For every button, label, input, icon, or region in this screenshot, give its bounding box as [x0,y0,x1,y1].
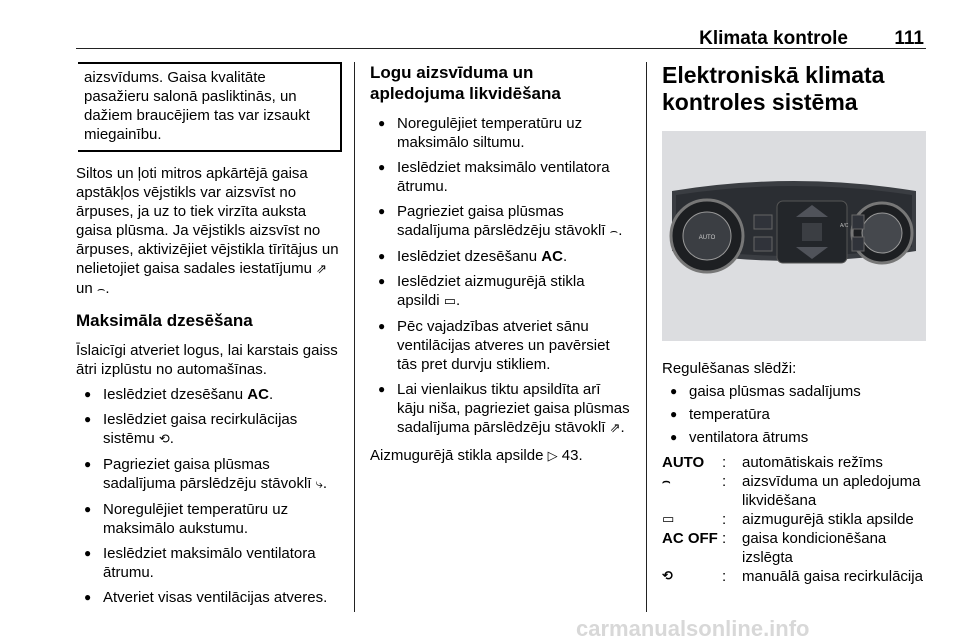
legend-value: automātiskais režīms [742,454,883,471]
list-item: ● Noregulējiet temperatūru uz maksimālo aukstumu. [76,500,342,538]
column-divider [646,62,647,612]
paragraph-text: Siltos un ļoti mitros apkārtējā gaisa apstākļos vējstikls var aizsvīst no ārpuses, ja uz to tiek virzīta auksta gaisa plūsma. Ja vējstikls aizsvīst no ārpuses, aktivizējiet vējstikla tīrītājus un nelietojiet gaisa sadales iestatījumu [76,165,339,277]
legend-row: AC OFF : gaisa kondicionēšana izslēgta [662,529,926,567]
recirculation-icon: ⟲ [158,432,170,447]
list-item: ● Lai vienlaikus tiktu apsildīta arī kāju niša, pagrieziet gaisa plūsmas sadalījuma pārslēdzēju stāvoklī ⇗. [370,380,630,438]
list-item: ● Ieslēdziet gaisa recirkulācijas sistēmu ⟲. [76,410,342,449]
rear-defrost-icon: ▭ [662,512,675,527]
list-item: ● Ieslēdziet maksimālo ventilatora ātrumu. [76,544,342,582]
windscreen-footwell-icon: ⇗ [609,421,621,436]
list-item: ● Ieslēdziet maksimālo ventilatora ātrumu. [370,158,630,196]
column-middle [370,62,630,466]
paragraph-text: un [76,280,93,297]
cross-reference: Aizmugurējā stikla apsilde ▷ 43. [370,447,583,464]
legend-row: AUTO : automātiskais režīms [662,453,926,472]
list-item: ● Pagrieziet gaisa plūsmas sadalījuma pārslēdzēju stāvoklī ⤷. [76,455,342,494]
section-heading: Logu aizsvīduma un apledojuma likvidēšana [370,63,561,103]
paragraph-text: . [105,280,110,297]
section-heading: Maksimāla dzesēšana [76,311,253,330]
page-header [76,26,926,49]
watermark: carmanualsonline.info [576,616,810,641]
bullet-list [76,385,342,607]
windscreen-defrost-icon: ⌢ [609,224,619,239]
bullet-list [370,114,630,438]
page-title: Klimata kontrole [699,28,848,49]
section-heading: Elektroniskā klimata kontroles sistēma [662,62,885,115]
legend-key: AUTO [662,454,705,471]
climate-panel-illustration [662,131,926,341]
paragraph: Īslaicīgi atveriet logus, lai karstais gaiss ātri izplūstu no automašīnas. [76,342,338,378]
list-item: ● Noregulējiet temperatūru uz maksimālo siltumu. [370,114,630,152]
legend-row: ⌢ : aizsvīduma un apledojuma likvidēšana [662,472,926,510]
recirculation-icon: ⟲ [662,569,673,584]
defrost-max-icon: ⌢ [662,474,671,489]
list-item: ● Pēc vajadzības atveriet sānu ventilācijas atveres un pavērsiet tās pret durvju stikliem. [370,317,630,374]
page-reference-icon: ▷ [547,449,558,464]
svg-text:AUTO: AUTO [698,235,716,241]
note-box: aizsvīdums. Gaisa kvalitāte pasažieru salonā pasliktinās, un dažiem braucējiem tas var izsaukt miegainību. [78,62,342,152]
list-item: ● ventilatora ātrums [662,428,926,447]
face-vent-icon: ⤷ [315,477,323,492]
legend-key: AC OFF [662,530,718,547]
climate-control-panel-photo [662,131,926,341]
list-item: ● gaisa plūsmas sadalījums [662,382,926,401]
column-right [662,62,926,586]
legend-table [662,453,926,586]
legend-row: ⟲ : manuālā gaisa recirkulācija [662,567,926,586]
legend-value: manuālā gaisa recirkulācija [742,568,923,585]
controls-label: Regulēšanas slēdži: [662,360,797,377]
paragraph [76,164,342,299]
rear-defrost-icon: ▭ [443,294,456,309]
legend-value: gaisa kondicionēšana izslēgta [742,530,887,566]
windscreen-footwell-icon: ⇗ [316,262,328,277]
column-divider [354,62,355,612]
bullet-list [662,382,926,447]
list-item: ● temperatūra [662,405,926,424]
svg-text:A/C: A/C [840,223,849,229]
legend-row: ▭ : aizmugurējā stikla apsilde [662,510,926,529]
legend-value: aizsvīduma un apledojuma likvidēšana [742,473,921,509]
legend-value: aizmugurējā stikla apsilde [742,511,914,528]
list-item: ● Ieslēdziet dzesēšanu AC. [76,385,342,404]
list-item: ● Atveriet visas ventilācijas atveres. [76,588,342,607]
list-item: ● Pagrieziet gaisa plūsmas sadalījuma pārslēdzēju stāvoklī ⌢. [370,202,630,241]
windscreen-defrost-icon: ⌢ [96,282,106,297]
column-left [76,62,342,607]
page-number: 111 [894,28,924,49]
list-item: ● Ieslēdziet aizmugurējā stikla apsildi ▭. [370,272,630,311]
list-item: ● Ieslēdziet dzesēšanu AC. [370,247,630,266]
